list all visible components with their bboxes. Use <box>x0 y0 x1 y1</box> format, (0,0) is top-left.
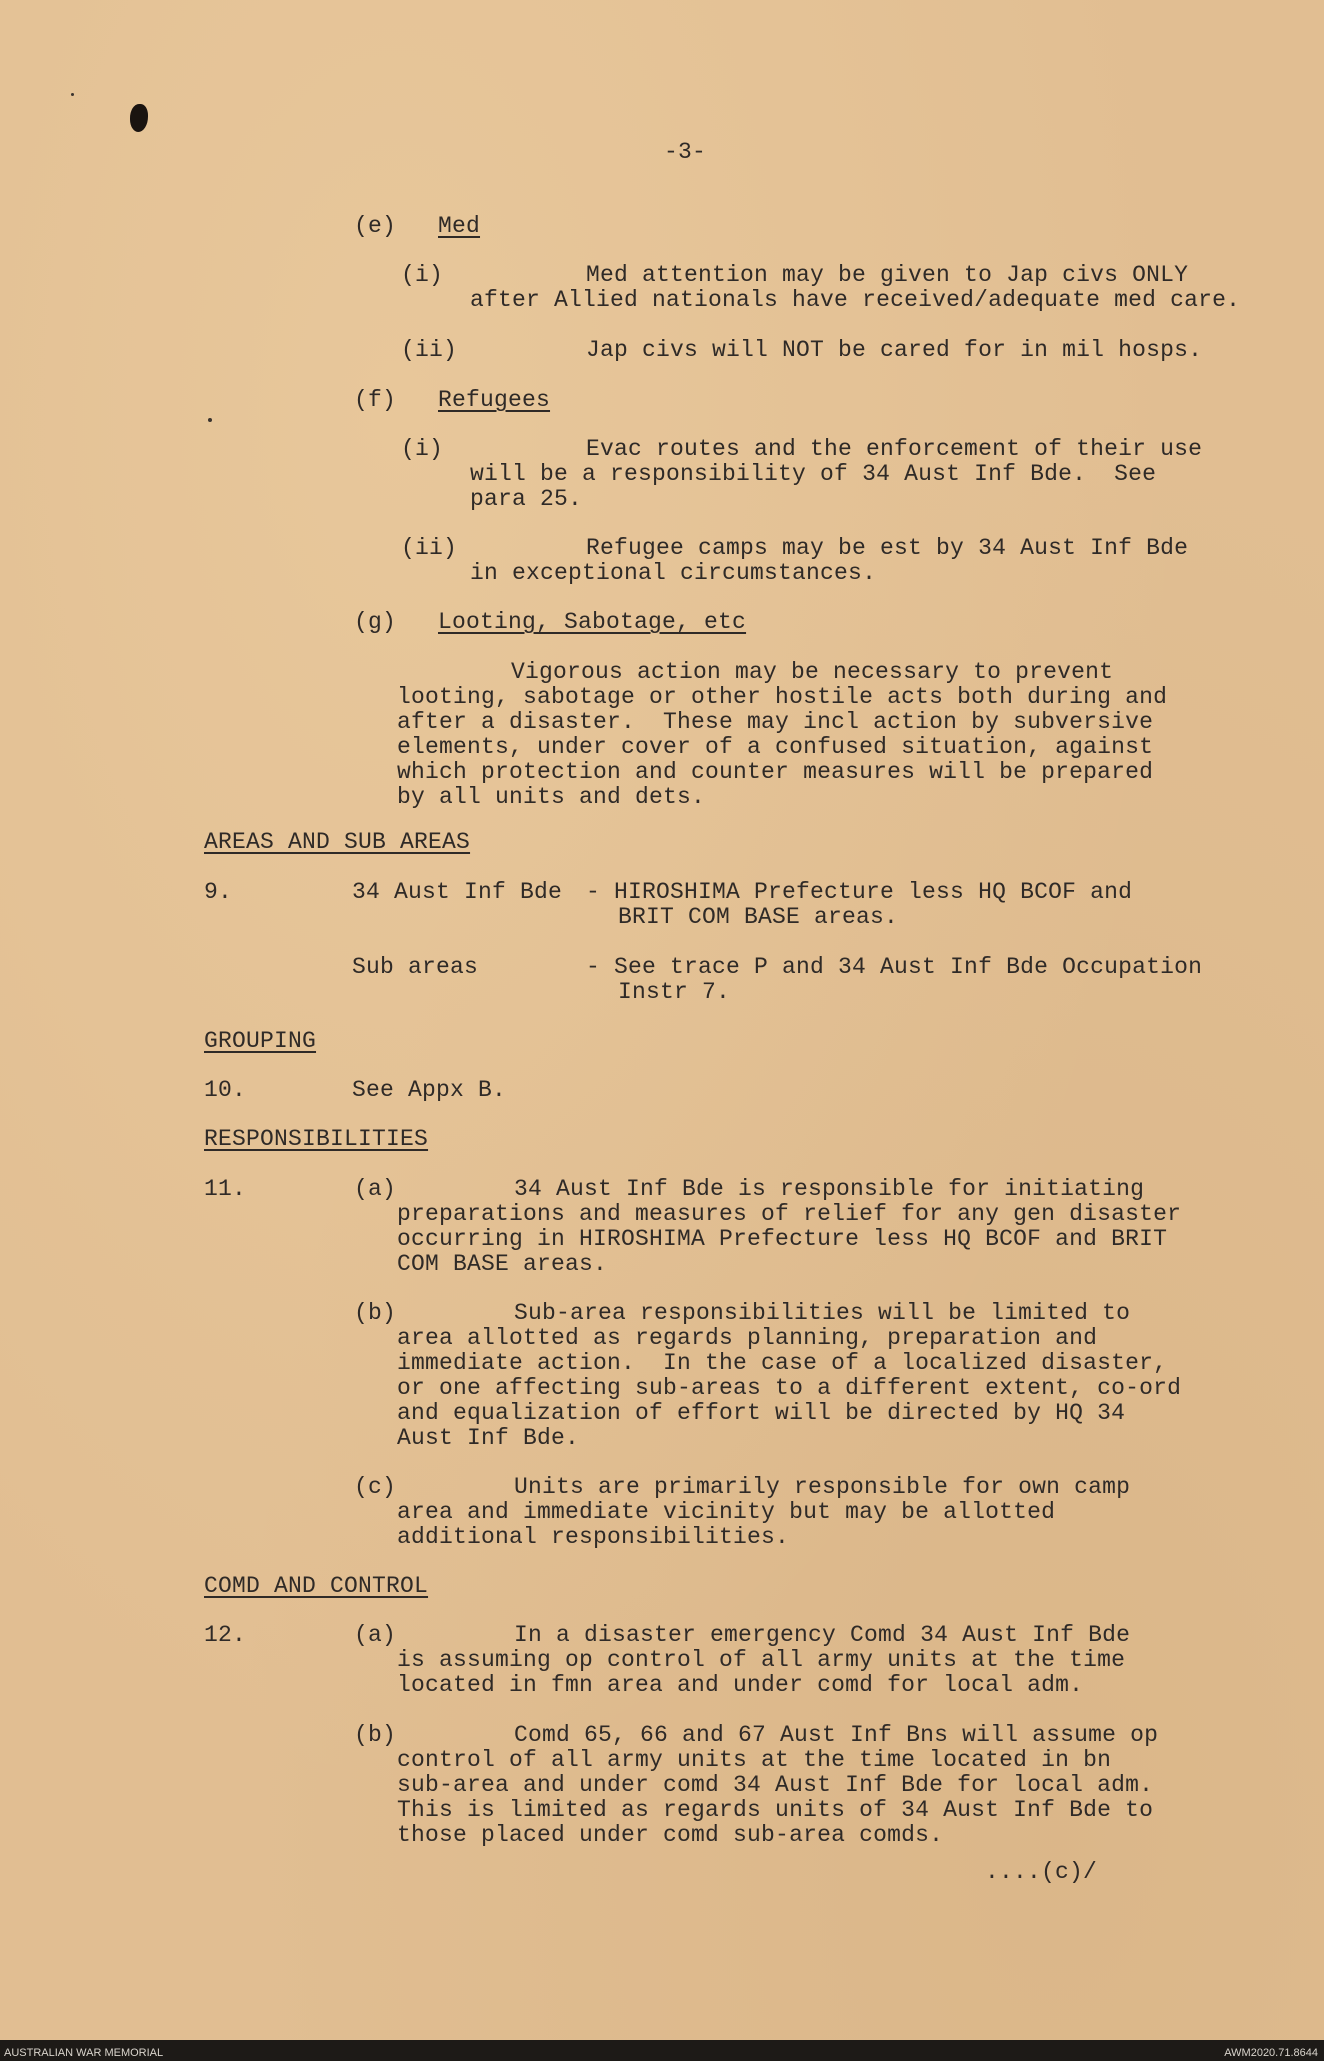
comd-a-line: is assuming op control of all army units at the time <box>397 1647 1126 1673</box>
para-11-number: 11. <box>204 1176 247 1202</box>
para-10-number: 10. <box>204 1077 247 1103</box>
med-letter: (e) <box>354 213 397 239</box>
refugees-ii-number: (ii) <box>401 535 458 561</box>
looting-line: after a disaster. These may incl action by subversive <box>397 709 1154 735</box>
comd-b-letter: (b) <box>354 1722 397 1748</box>
comd-b-line: This is limited as regards units of 34 Aust Inf Bde to <box>397 1797 1154 1823</box>
page-number: -3- <box>664 139 707 165</box>
resp-b-line: Sub-area responsibilities will be limited to <box>514 1300 1131 1326</box>
para-12-number: 12. <box>204 1622 247 1648</box>
resp-b-line: area allotted as regards planning, preparation and <box>397 1325 1098 1351</box>
areas-row-text: - See trace P and 34 Aust Inf Bde Occupation <box>586 954 1203 980</box>
resp-a-line: COM BASE areas. <box>397 1251 608 1277</box>
continuation-marker: ....(c)/ <box>985 1859 1098 1885</box>
resp-c-letter: (c) <box>354 1474 397 1500</box>
resp-a-line: preparations and measures of relief for any gen disaster <box>397 1201 1182 1227</box>
med-ii-number: (ii) <box>401 337 458 363</box>
paper-speck <box>71 93 74 96</box>
looting-line: by all units and dets. <box>397 784 706 810</box>
resp-a-line: 34 Aust Inf Bde is responsible for initiating <box>514 1176 1145 1202</box>
refugees-i-line: para 25. <box>470 486 583 512</box>
responsibilities-heading: RESPONSIBILITIES <box>204 1126 429 1152</box>
footer-source: AUSTRALIAN WAR MEMORIAL <box>4 2047 164 2059</box>
areas-row-text: Instr 7. <box>618 979 731 1005</box>
resp-b-line: or one affecting sub-areas to a different extent, co-ord <box>397 1375 1182 1401</box>
areas-row-text: - HIROSHIMA Prefecture less HQ BCOF and <box>586 879 1133 905</box>
looting-line: looting, sabotage or other hostile acts both during and <box>397 684 1168 710</box>
refugees-letter: (f) <box>354 387 397 413</box>
med-i-number: (i) <box>401 262 444 288</box>
resp-b-line: immediate action. In the case of a localized disaster, <box>397 1350 1168 1376</box>
resp-b-letter: (b) <box>354 1300 397 1326</box>
refugees-i-line: Evac routes and the enforcement of their use <box>586 436 1203 462</box>
para-9-number: 9. <box>204 879 233 905</box>
refugees-ii-line: Refugee camps may be est by 34 Aust Inf Bde <box>586 535 1189 561</box>
looting-line: Vigorous action may be necessary to prevent <box>511 659 1114 685</box>
comd-b-line: sub-area and under comd 34 Aust Inf Bde for local adm. <box>397 1772 1154 1798</box>
areas-row-text: BRIT COM BASE areas. <box>618 904 899 930</box>
med-i-line: after Allied nationals have received/adequate med care. <box>470 287 1241 313</box>
med-heading: Med <box>438 213 481 239</box>
resp-b-line: Aust Inf Bde. <box>397 1425 580 1451</box>
footer-accession: AWM2020.71.8644 <box>1224 2047 1318 2059</box>
comd-a-line: located in fmn area and under comd for local adm. <box>397 1672 1084 1698</box>
comd-b-line: control of all army units at the time located in bn <box>397 1747 1112 1773</box>
looting-line: which protection and counter measures will be prepared <box>397 759 1154 785</box>
areas-row-label: Sub areas <box>352 954 479 980</box>
paper-speck <box>208 418 212 422</box>
refugees-ii-line: in exceptional circumstances. <box>470 560 877 586</box>
resp-c-line: additional responsibilities. <box>397 1524 790 1550</box>
refugees-heading: Refugees <box>438 387 551 413</box>
looting-heading: Looting, Sabotage, etc <box>438 609 747 635</box>
med-ii-line: Jap civs will NOT be cared for in mil hosps. <box>586 337 1203 363</box>
comd-control-heading: COMD AND CONTROL <box>204 1573 429 1599</box>
refugees-i-line: will be a responsibility of 34 Aust Inf Bde. See <box>470 461 1157 487</box>
resp-a-letter: (a) <box>354 1176 397 1202</box>
looting-letter: (g) <box>354 609 397 635</box>
grouping-text: See Appx B. <box>352 1077 507 1103</box>
resp-b-line: and equalization of effort will be directed by HQ 34 <box>397 1400 1126 1426</box>
comd-b-line: Comd 65, 66 and 67 Aust Inf Bns will assume op <box>514 1722 1159 1748</box>
comd-a-letter: (a) <box>354 1622 397 1648</box>
looting-line: elements, under cover of a confused situation, against <box>397 734 1154 760</box>
refugees-i-number: (i) <box>401 436 444 462</box>
areas-row-label: 34 Aust Inf Bde <box>352 879 563 905</box>
comd-b-line: those placed under comd sub-area comds. <box>397 1822 944 1848</box>
comd-a-line: In a disaster emergency Comd 34 Aust Inf Bde <box>514 1622 1131 1648</box>
areas-heading: AREAS AND SUB AREAS <box>204 829 471 855</box>
resp-c-line: area and immediate vicinity but may be allotted <box>397 1499 1056 1525</box>
med-i-line: Med attention may be given to Jap civs ONLY <box>586 262 1189 288</box>
punch-hole <box>130 104 148 132</box>
resp-c-line: Units are primarily responsible for own camp <box>514 1474 1131 1500</box>
resp-a-line: occurring in HIROSHIMA Prefecture less HQ BCOF and BRIT <box>397 1226 1168 1252</box>
grouping-heading: GROUPING <box>204 1028 317 1054</box>
